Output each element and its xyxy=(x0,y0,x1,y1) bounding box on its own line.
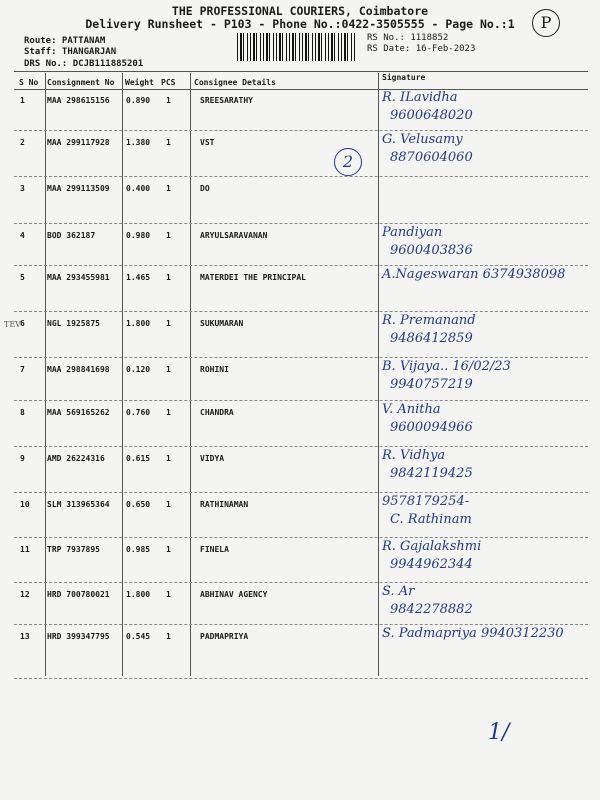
row-signature xyxy=(382,132,587,180)
row-sno: 1 xyxy=(20,96,25,105)
row-pcs: 1 xyxy=(166,96,171,105)
row-weight: 0.120 xyxy=(126,365,151,374)
col-header-pcs: PCS xyxy=(161,78,176,87)
row-sno: 11 xyxy=(20,545,30,554)
signature-name: A.Nageswaran 6374938098 xyxy=(382,267,566,282)
column-divider xyxy=(122,73,123,676)
row-separator xyxy=(14,537,588,538)
row-pcs: 1 xyxy=(166,500,171,509)
signature-name: B. Vijaya.. 16/02/23 xyxy=(382,359,511,374)
col-header-consignment: Consignment No xyxy=(47,78,115,87)
route-label: Route: PATTANAM xyxy=(24,36,106,46)
row-separator xyxy=(14,624,588,625)
row-sno: 12 xyxy=(20,590,30,599)
signature-phone: 9842119425 xyxy=(390,466,473,481)
row-pcs: 1 xyxy=(166,454,171,463)
signature-phone: 9600094966 xyxy=(390,420,473,435)
row-pcs: 1 xyxy=(166,365,171,374)
rs-number: RS No.: 1118852 xyxy=(367,33,449,43)
col-header-signature: Signature xyxy=(382,73,426,82)
row-signature xyxy=(382,178,587,226)
col-header-sno: S No xyxy=(19,78,39,87)
row-weight: 1.380 xyxy=(126,138,151,147)
column-divider xyxy=(378,73,379,676)
row-consignee: RATHINAMAN xyxy=(200,500,249,509)
rs-date: RS Date: 16-Feb-2023 xyxy=(367,44,476,54)
row-signature xyxy=(382,626,587,674)
row-consignee: ABHINAV AGENCY xyxy=(200,590,268,599)
signature-name: 9578179254- xyxy=(382,494,470,509)
row-pcs: 1 xyxy=(166,408,171,417)
row-separator xyxy=(14,357,588,358)
barcode-image xyxy=(237,33,357,61)
row-separator xyxy=(14,176,588,177)
col-header-consignee: Consignee Details xyxy=(194,78,276,87)
table-top-rule xyxy=(14,71,588,72)
row-consignment-no: MAA 298615156 xyxy=(47,96,110,105)
staff-label: Staff: THANGARJAN xyxy=(24,47,117,57)
row-weight: 1.800 xyxy=(126,590,151,599)
table-bottom-rule xyxy=(14,678,588,679)
row-sno: 10 xyxy=(20,500,30,509)
row-pcs: 1 xyxy=(166,273,171,282)
row-separator xyxy=(14,223,588,224)
row-sno: 13 xyxy=(20,632,30,641)
row-weight: 0.545 xyxy=(126,632,151,641)
signature-name: V. Anitha xyxy=(382,402,441,417)
signature-name: R. ILavidha xyxy=(382,90,458,105)
row-weight: 0.400 xyxy=(126,184,151,193)
row-weight: 0.760 xyxy=(126,408,151,417)
circled-page-letter: P xyxy=(532,9,560,37)
row-consignment-no: MAA 299113509 xyxy=(47,184,110,193)
row-signature xyxy=(382,494,587,542)
signature-phone: 9486412859 xyxy=(390,331,473,346)
row-weight: 0.980 xyxy=(126,231,151,240)
row-weight: 0.615 xyxy=(126,454,151,463)
row-signature xyxy=(382,313,587,361)
signature-name: R. Gajalakshmi xyxy=(382,539,482,554)
row-consignment-no: MAA 298841698 xyxy=(47,365,110,374)
row-separator xyxy=(14,130,588,131)
row-sno: 7 xyxy=(20,365,25,374)
row-consignment-no: AMD 26224316 xyxy=(47,454,105,463)
signature-name: Pandiyan xyxy=(382,225,443,240)
row-signature xyxy=(382,448,587,496)
row-consignee: ROHINI xyxy=(200,365,229,374)
row-pcs: 1 xyxy=(166,590,171,599)
row-consignee: FINELA xyxy=(200,545,229,554)
row-pcs: 1 xyxy=(166,138,171,147)
signature-phone: 9944962344 xyxy=(390,557,473,572)
row-consignee: SREESARATHY xyxy=(200,96,253,105)
row-pcs: 1 xyxy=(166,632,171,641)
signature-phone: 8870604060 xyxy=(390,150,473,165)
row-sno: 2 xyxy=(20,138,25,147)
row-separator xyxy=(14,446,588,447)
row-consignee: SUKUMARAN xyxy=(200,319,244,328)
row-signature xyxy=(382,539,587,587)
row-separator xyxy=(14,311,588,312)
row-pcs: 1 xyxy=(166,545,171,554)
row-consignment-no: HRD 700780021 xyxy=(47,590,110,599)
row-consignee: DO xyxy=(200,184,210,193)
col-header-weight: Weight xyxy=(125,78,154,87)
row-consignment-no: MAA 293455981 xyxy=(47,273,110,282)
row-pcs: 1 xyxy=(166,319,171,328)
row-consignment-no: NGL 1925875 xyxy=(47,319,100,328)
row-sno: 4 xyxy=(20,231,25,240)
row-separator xyxy=(14,582,588,583)
row-consignee: VIDYA xyxy=(200,454,225,463)
row-sno: 8 xyxy=(20,408,25,417)
drs-number: DRS No.: DCJB111885201 xyxy=(24,59,144,69)
signature-phone: 9600648020 xyxy=(390,108,473,123)
row-weight: 1.465 xyxy=(126,273,151,282)
row-sno: 9 xyxy=(20,454,25,463)
row-weight: 0.890 xyxy=(126,96,151,105)
final-check-mark: 1/ xyxy=(488,720,510,745)
column-divider xyxy=(190,73,191,676)
row-consignment-no: MAA 299117928 xyxy=(47,138,110,147)
row-consignee: PADMAPRIYA xyxy=(200,632,249,641)
row-signature xyxy=(382,402,587,450)
row-sno: 6 xyxy=(20,319,25,328)
row-pcs: 1 xyxy=(166,231,171,240)
row-consignment-no: HRD 399347795 xyxy=(47,632,110,641)
row-sno: 3 xyxy=(20,184,25,193)
column-divider xyxy=(45,73,46,676)
row-pcs: 1 xyxy=(166,184,171,193)
runsheet-subtitle: Delivery Runsheet - P103 - Phone No.:0422-3505555 - Page No.:1 xyxy=(85,17,515,31)
row-consignment-no: BOD 362187 xyxy=(47,231,96,240)
row-signature xyxy=(382,267,587,315)
row-consignment-no: TRP 7937895 xyxy=(47,545,100,554)
signature-phone: C. Rathinam xyxy=(390,512,472,527)
row-separator xyxy=(14,492,588,493)
signature-phone: 9940757219 xyxy=(390,377,473,392)
row-consignee: VST xyxy=(200,138,215,147)
company-title: THE PROFESSIONAL COURIERS, Coimbatore xyxy=(171,4,429,18)
margin-note: TEV xyxy=(4,320,21,329)
signature-name: S. Padmapriya 9940312230 xyxy=(382,626,564,641)
signature-phone: 9600403836 xyxy=(390,243,473,258)
row-separator xyxy=(14,265,588,266)
row-consignment-no: SLM 313965364 xyxy=(47,500,110,509)
row-weight: 0.985 xyxy=(126,545,151,554)
signature-name: S. Ar xyxy=(382,584,415,599)
signature-phone: 9842278882 xyxy=(390,602,473,617)
row-consignee: ARYULSARAVANAN xyxy=(200,231,268,240)
signature-name: R. Vidhya xyxy=(382,448,446,463)
row-consignment-no: MAA 569165262 xyxy=(47,408,110,417)
row-consignee: CHANDRA xyxy=(200,408,234,417)
row-weight: 0.650 xyxy=(126,500,151,509)
circled-number-annotation: 2 xyxy=(334,148,362,176)
row-sno: 5 xyxy=(20,273,25,282)
row-consignee: MATERDEI THE PRINCIPAL xyxy=(200,273,306,282)
row-separator xyxy=(14,400,588,401)
row-weight: 1.800 xyxy=(126,319,151,328)
signature-name: R. Premanand xyxy=(382,313,476,328)
signature-name: G. Velusamy xyxy=(382,132,463,147)
